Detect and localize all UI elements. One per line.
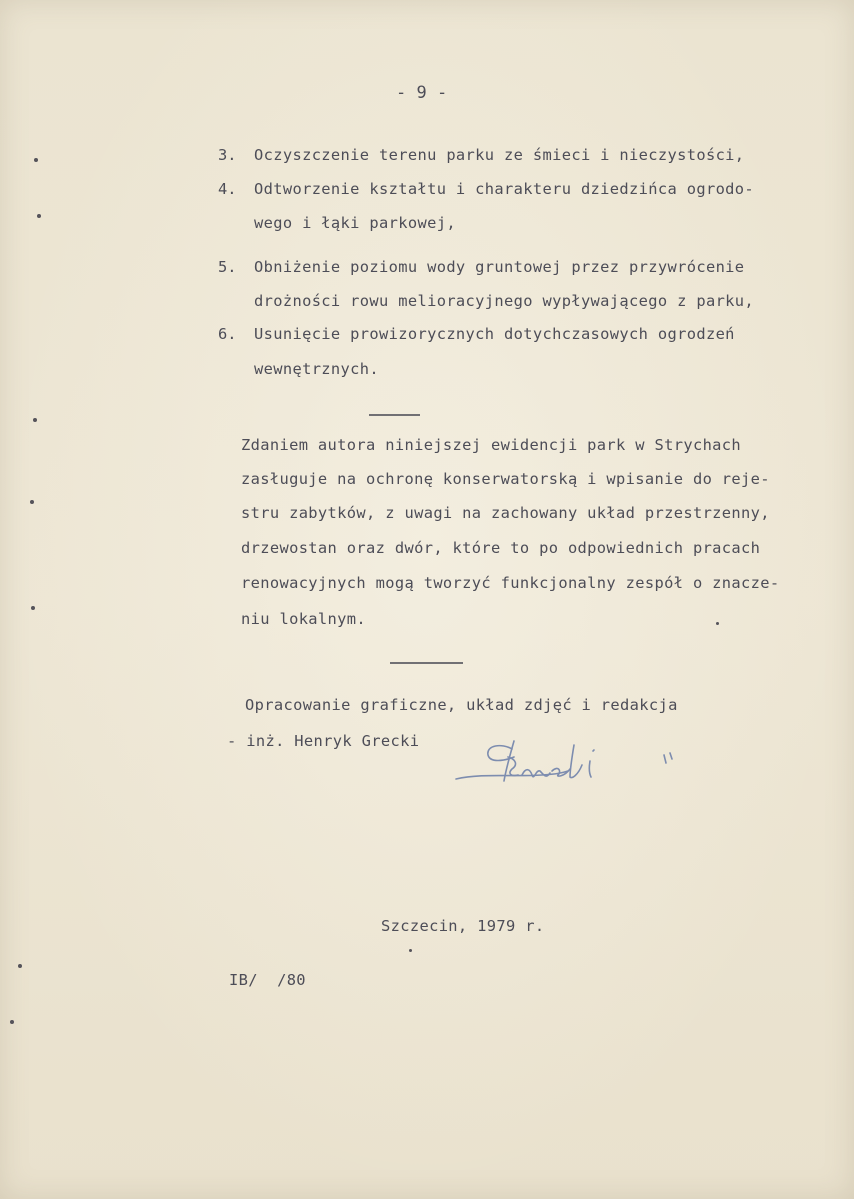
margin-speck (18, 964, 22, 968)
paragraph-line: renowacyjnych mogą tworzyć funkcjonalny zespół o znacze- (241, 574, 780, 592)
margin-speck (10, 1020, 14, 1024)
list-item-text: wewnętrznych. (254, 360, 380, 378)
reference-number: IB/ /80 (229, 971, 306, 989)
margin-speck (34, 158, 38, 162)
margin-speck (716, 622, 719, 625)
paragraph-line: stru zabytków, z uwagi na zachowany układ przestrzenny, (241, 504, 770, 522)
list-item-text: Usunięcie prowizorycznych dotychczasowych ogrodzeń (254, 325, 735, 343)
list-item-text: wego i łąki parkowej, (254, 214, 456, 232)
margin-speck (33, 418, 37, 422)
paragraph-line: niu lokalnym. (241, 610, 367, 628)
list-item-number: 4. (218, 180, 237, 198)
margin-speck (31, 606, 35, 610)
credits-line: Opracowanie graficzne, układ zdjęć i redakcja (245, 696, 678, 714)
list-item-text: Obniżenie poziomu wody gruntowej przez przywrócenie (254, 258, 745, 276)
paragraph-line: Zdaniem autora niniejszej ewidencji park w Strychach (241, 436, 742, 454)
list-item-text: Oczyszczenie terenu parku ze śmieci i nieczystości, (254, 146, 745, 164)
page-number: - 9 - (396, 83, 448, 103)
place-date: Szczecin, 1979 r. (381, 917, 545, 935)
list-item-text: Odtworzenie kształtu i charakteru dziedzińca ogrodo- (254, 180, 755, 198)
margin-speck (37, 214, 41, 218)
section-divider (390, 662, 463, 664)
handwritten-signature (452, 735, 682, 795)
list-item-number: 5. (218, 258, 237, 276)
margin-speck (409, 949, 412, 952)
paragraph-line: zasługuje na ochronę konserwatorską i wpisanie do reje- (241, 470, 770, 488)
paragraph-line: drzewostan oraz dwór, które to po odpowiednich pracach (241, 539, 761, 557)
list-item-text: drożności rowu melioracyjnego wypływającego z parku, (254, 292, 755, 310)
credits-author: - inż. Henryk Grecki (227, 732, 420, 750)
margin-speck (30, 500, 34, 504)
section-divider (369, 414, 420, 416)
list-item-number: 6. (218, 325, 237, 343)
list-item-number: 3. (218, 146, 237, 164)
